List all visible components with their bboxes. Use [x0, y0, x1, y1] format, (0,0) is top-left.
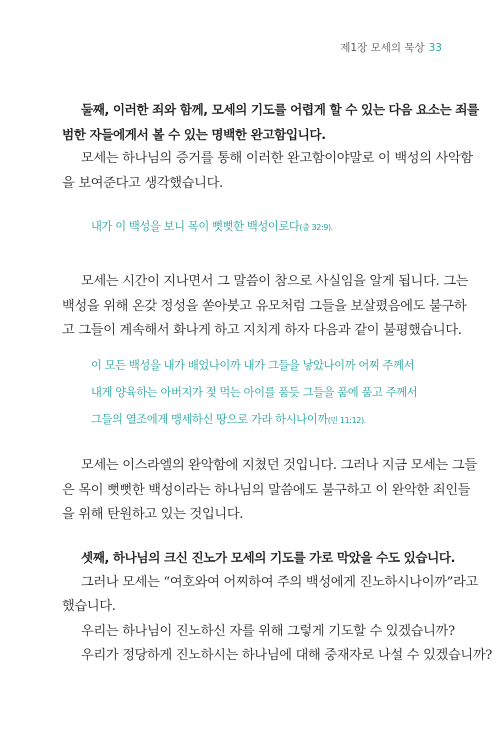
text-line: 모세는 하나님의 증거를 통해 이러한 완고함이야말로 이 백성의 사악함 — [81, 151, 473, 166]
running-header — [340, 40, 442, 55]
paragraph-second-point — [62, 98, 479, 196]
text-line: 은 목이 뻣뻣한 백성이라는 하나님의 말씀에도 불구하고 이 완악한 죄인들 — [62, 482, 471, 498]
chapter-title: 제1장 모세의 묵상 — [340, 42, 425, 54]
text-line: 우리는 하나님이 진노하신 자를 위해 그렇게 기도할 수 있겠습니까? — [81, 623, 455, 639]
scripture-quote-exodus — [91, 213, 461, 241]
quote-reference: (민 11:12). — [327, 416, 366, 425]
quote-reference: (출 32:9). — [299, 223, 333, 232]
bold-line: 둘째, 이러한 죄와 함께, 모세의 기도를 어렵게 할 수 있는 다음 요소는 죄를 — [81, 102, 479, 117]
bold-line: 셋째, 하나님의 크신 진노가 모세의 기도를 가로 막았을 수도 있습니다. — [81, 550, 456, 565]
text-line: 모세는 이스라엘의 완악함에 지쳤던 것입니다. 그러나 지금 모세는 그들 — [81, 458, 477, 473]
text-line: 고 그들이 계속해서 화나게 하고 지치게 하자 다음과 같이 불평했습니다. — [62, 323, 462, 338]
page-number: 33 — [428, 42, 442, 54]
quote-text: 그들의 열조에게 맹세하신 땅으로 가라 하시나이까 — [91, 413, 328, 426]
text-line: 백성을 위해 온갖 정성을 쏟아붓고 유모처럼 그들을 보살폈음에도 불구하 — [62, 298, 467, 314]
quote-line — [91, 406, 461, 434]
quote-line: 이 모든 백성을 내가 배었나이까 내가 그들을 낳았나이까 어찌 주께서 — [91, 359, 415, 372]
text-line: 모세는 시간이 지나면서 그 말씀이 참으로 사실임을 알게 됩니다. 그는 — [81, 274, 469, 289]
scripture-quote-numbers — [91, 352, 461, 434]
text-line: 을 보여준다고 생각했습니다. — [62, 175, 223, 191]
bold-line: 범한 자들에게서 볼 수 있는 명백한 완고함입니다. — [62, 126, 326, 142]
quote-text: 내가 이 백성을 보니 목이 뻣뻣한 백성이로다 — [91, 220, 300, 233]
paragraph-third-point — [62, 546, 493, 669]
paragraph-moses-complaint — [62, 270, 469, 344]
text-line: 했습니다. — [62, 599, 116, 614]
text-line: 을 위해 탄원하고 있는 것입니다. — [62, 507, 244, 522]
text-line: 그러나 모세는 “여호와여 어찌하여 주의 백성에게 진노하시나이까”라고 — [81, 574, 478, 590]
quote-line: 내게 양육하는 아버지가 젖 먹는 아이를 품듯 그들을 품에 품고 주께서 — [91, 386, 418, 399]
quote-line — [91, 213, 461, 241]
text-line: 우리가 정당하게 진노하시는 하나님에 대해 중재자로 나설 수 있겠습니까? — [81, 648, 493, 663]
paragraph-israel-stubbornness — [62, 454, 477, 528]
